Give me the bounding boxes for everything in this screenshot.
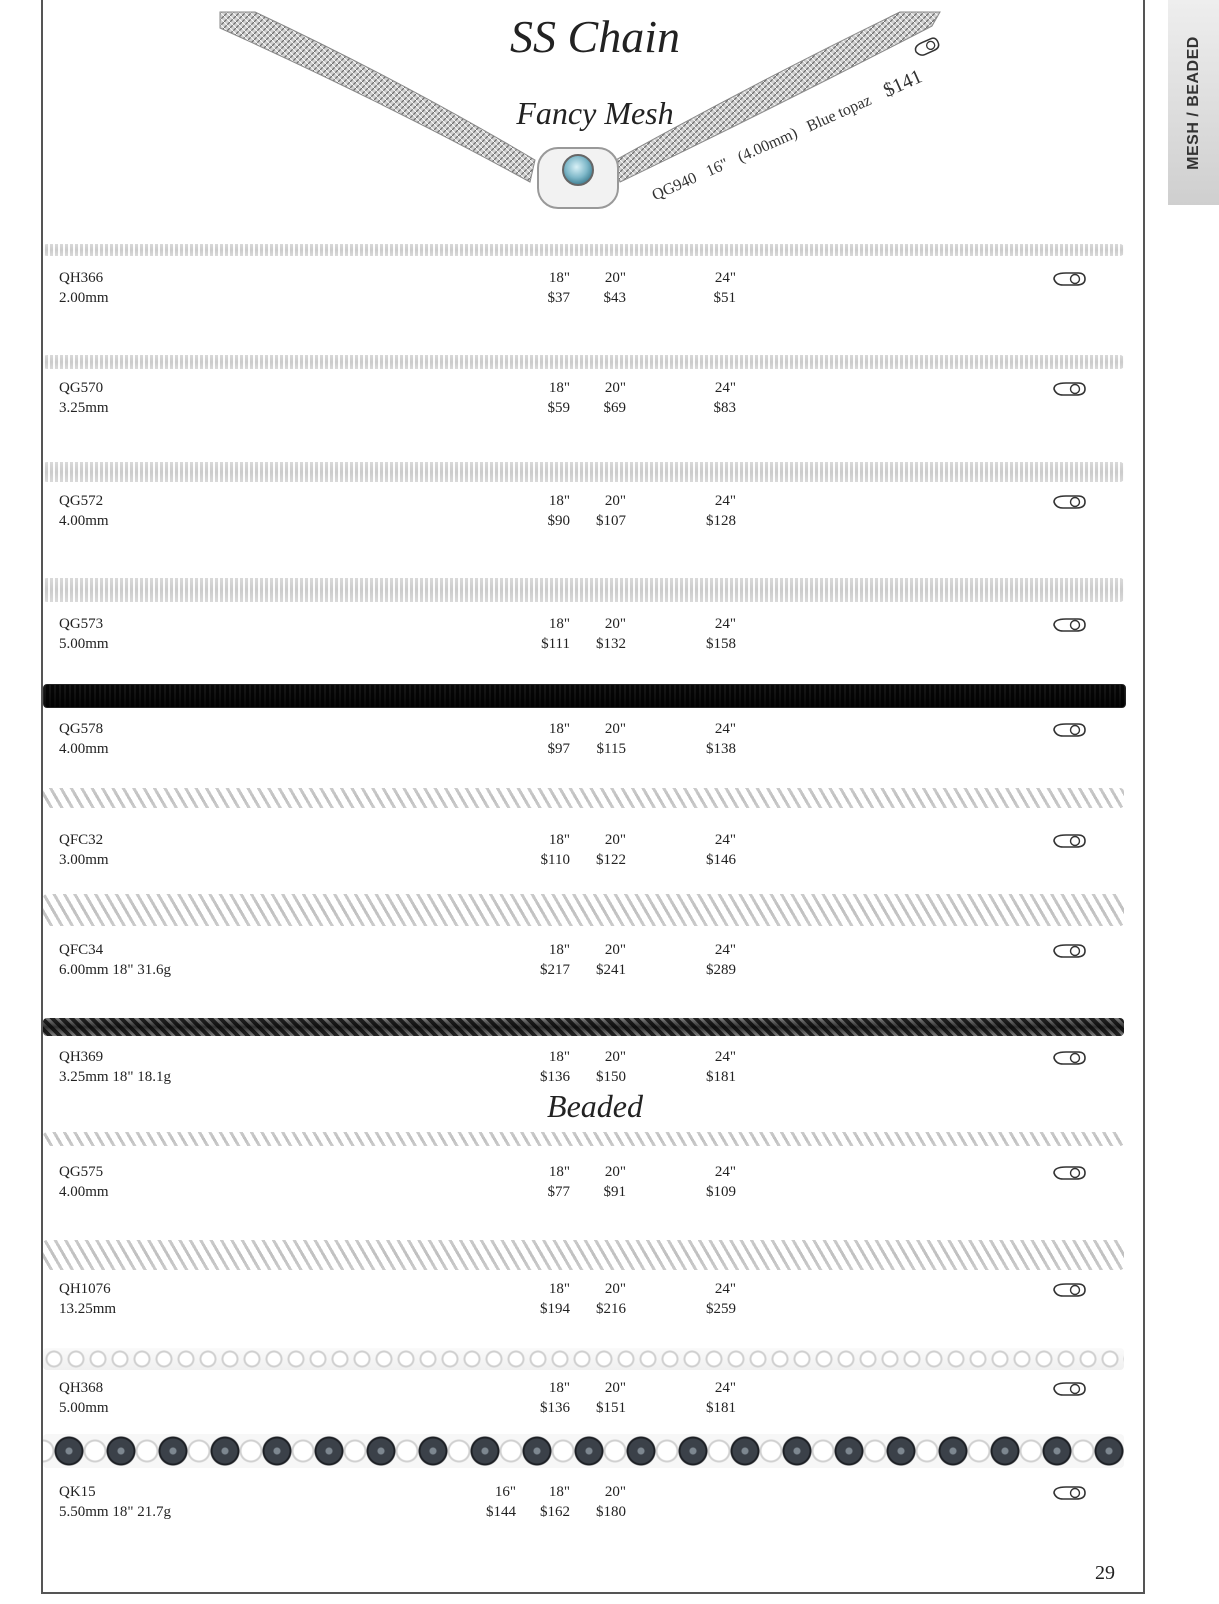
featured-length: 16": [703, 155, 732, 181]
product-row-qg572: [0, 491, 1190, 551]
size-label: 24": [714, 1380, 736, 1396]
price-value: $90: [547, 513, 570, 529]
product-spec: 5.00mm: [59, 1400, 109, 1416]
chain-image-qg570: [43, 355, 1124, 369]
size-label: 18": [548, 493, 570, 509]
lobster-clasp-icon: [1052, 270, 1088, 288]
size-label: 24": [714, 832, 736, 848]
price-value: $136: [540, 1400, 570, 1416]
size-label: 18": [548, 1484, 570, 1500]
size-label: 20": [604, 942, 626, 958]
size-label: 18": [548, 1281, 570, 1297]
lobster-clasp-icon: [1052, 380, 1088, 398]
product-spec: 4.00mm: [59, 1184, 109, 1200]
product-spec: 3.25mm: [59, 400, 109, 416]
price-value: $180: [596, 1504, 626, 1520]
price-value: $97: [547, 741, 570, 757]
size-label: 18": [548, 942, 570, 958]
product-sku: QG570: [59, 380, 104, 396]
product-row-qg578: [0, 719, 1190, 779]
price-value: $289: [706, 962, 736, 978]
price-value: $216: [596, 1301, 626, 1317]
price-value: $91: [603, 1184, 626, 1200]
product-row-qfc32: [0, 830, 1190, 890]
price-value: $77: [547, 1184, 570, 1200]
product-sku: QG578: [59, 721, 104, 737]
price-value: $83: [713, 400, 736, 416]
product-sku: QH369: [59, 1049, 104, 1065]
product-row-qg575: [0, 1162, 1190, 1222]
price-value: $107: [596, 513, 626, 529]
lobster-clasp-icon: [1052, 1380, 1088, 1398]
product-row-qg570: [0, 378, 1190, 438]
section-title-fancy-mesh: Fancy Mesh: [516, 95, 674, 131]
chain-image-qfc34: [43, 894, 1124, 926]
lobster-clasp-icon: [1052, 493, 1088, 511]
price-value: $241: [596, 962, 626, 978]
price-value: $69: [603, 400, 626, 416]
product-sku: QG573: [59, 616, 104, 632]
lobster-clasp-icon: [1052, 616, 1088, 634]
chain-image-qh368: [43, 1348, 1124, 1370]
size-label: 18": [548, 721, 570, 737]
section-tab-label: MESH / BEADED: [1184, 35, 1202, 170]
product-row-qh366: [0, 268, 1190, 328]
chain-image-qh366: [43, 244, 1124, 256]
chain-image-qh1076: [43, 1240, 1124, 1270]
size-label: 24": [714, 942, 736, 958]
chain-image-qg573: [43, 578, 1124, 602]
size-label: 18": [548, 832, 570, 848]
price-value: $122: [596, 852, 626, 868]
price-value: $59: [547, 400, 570, 416]
page-title: SS Chain: [510, 11, 680, 62]
price-value: $150: [596, 1069, 626, 1085]
product-row-qk15: [0, 1482, 1190, 1542]
price-value: $158: [706, 636, 736, 652]
product-row-qh1076: [0, 1279, 1190, 1339]
product-spec: 4.00mm: [59, 741, 109, 757]
size-label: 18": [548, 616, 570, 632]
page-number: 29: [1095, 1562, 1115, 1584]
product-spec: 6.00mm 18" 31.6g: [59, 962, 171, 978]
size-label: 20": [604, 493, 626, 509]
size-label: 20": [604, 616, 626, 632]
size-label: 24": [714, 493, 736, 509]
price-value: $132: [596, 636, 626, 652]
product-spec: 3.25mm 18" 18.1g: [59, 1069, 171, 1085]
price-value: $194: [540, 1301, 570, 1317]
product-spec: 5.50mm 18" 21.7g: [59, 1504, 171, 1520]
price-value: $51: [713, 290, 736, 306]
size-label: 18": [548, 380, 570, 396]
product-row-qh369: [0, 1047, 1190, 1107]
featured-code: QG940: [649, 169, 700, 205]
size-label: 20": [604, 1484, 626, 1500]
price-value: $109: [706, 1184, 736, 1200]
size-label: 20": [604, 1380, 626, 1396]
product-sku: QFC34: [59, 942, 104, 958]
product-spec: 3.00mm: [59, 852, 109, 868]
chain-image-qg575: [43, 1132, 1124, 1146]
section-title-beaded: Beaded: [547, 1088, 643, 1124]
size-label: 20": [604, 380, 626, 396]
lobster-clasp-icon: [1052, 721, 1088, 739]
size-label: 24": [714, 721, 736, 737]
lobster-clasp-icon: [1052, 832, 1088, 850]
size-label: 18": [548, 1164, 570, 1180]
chain-image-qg572: [43, 462, 1124, 482]
price-value: $43: [603, 290, 626, 306]
product-row-qh368: [0, 1378, 1190, 1438]
price-value: $181: [706, 1400, 736, 1416]
product-spec: 4.00mm: [59, 513, 109, 529]
size-label: 18": [548, 1380, 570, 1396]
price-value: $110: [540, 852, 570, 868]
price-value: $259: [706, 1301, 736, 1317]
chain-image-qg578: [43, 684, 1126, 708]
size-label: 24": [714, 1049, 736, 1065]
product-sku: QK15: [59, 1484, 96, 1500]
product-sku: QH366: [59, 270, 104, 286]
lobster-clasp-icon: [1052, 942, 1088, 960]
chain-image-qh369: [43, 1018, 1124, 1036]
price-value: $115: [596, 741, 626, 757]
size-label: 20": [604, 721, 626, 737]
price-value: $144: [486, 1504, 516, 1520]
product-row-qfc34: [0, 940, 1190, 1000]
lobster-clasp-icon: [1052, 1484, 1088, 1502]
featured-price: $141: [880, 65, 926, 102]
chain-image-qk15: [43, 1434, 1124, 1468]
price-value: $162: [540, 1504, 570, 1520]
price-value: $146: [706, 852, 736, 868]
price-value: $136: [540, 1069, 570, 1085]
size-label: 20": [604, 1164, 626, 1180]
price-value: $217: [540, 962, 570, 978]
product-spec: 5.00mm: [59, 636, 109, 652]
product-sku: QG575: [59, 1164, 104, 1180]
product-spec: 13.25mm: [59, 1301, 117, 1317]
size-label: 24": [714, 1281, 736, 1297]
featured-size: (4.00mm): [735, 124, 801, 167]
featured-stone: Blue topaz: [804, 91, 875, 136]
product-sku: QFC32: [59, 832, 104, 848]
price-value: $37: [547, 290, 570, 306]
product-sku: QH1076: [59, 1281, 111, 1297]
size-label: 16": [494, 1484, 516, 1500]
size-label: 18": [548, 1049, 570, 1065]
price-value: $151: [596, 1400, 626, 1416]
size-label: 24": [714, 1164, 736, 1180]
price-value: $138: [706, 741, 736, 757]
price-value: $128: [706, 513, 736, 529]
size-label: 24": [714, 270, 736, 286]
price-value: $181: [706, 1069, 736, 1085]
lobster-clasp-icon: [1052, 1164, 1088, 1182]
size-label: 24": [714, 380, 736, 396]
product-sku: QH368: [59, 1380, 104, 1396]
lobster-clasp-icon: [1052, 1281, 1088, 1299]
price-value: $111: [541, 636, 570, 652]
size-label: 20": [604, 270, 626, 286]
chain-image-qfc32: [43, 788, 1124, 808]
size-label: 20": [604, 1281, 626, 1297]
product-spec: 2.00mm: [59, 290, 109, 306]
size-label: 20": [604, 1049, 626, 1065]
size-label: 18": [548, 270, 570, 286]
size-label: 20": [604, 832, 626, 848]
product-row-qg573: [0, 614, 1190, 674]
lobster-clasp-icon: [1052, 1049, 1088, 1067]
product-sku: QG572: [59, 493, 104, 509]
size-label: 24": [714, 616, 736, 632]
